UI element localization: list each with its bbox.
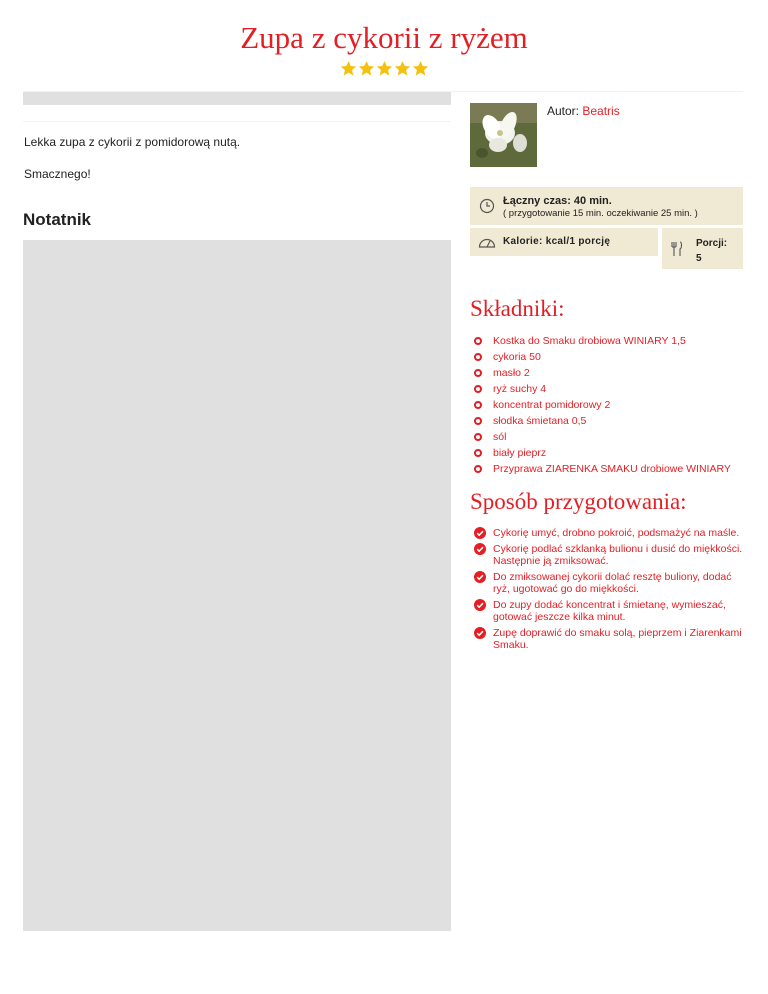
- bullet-icon: [474, 449, 482, 457]
- bullet-icon: [474, 337, 482, 345]
- portions-label: Porcji:: [696, 238, 728, 249]
- divider: [23, 105, 451, 122]
- time-details: ( przygotowanie 15 min. oczekiwanie 25 min. ): [503, 208, 698, 219]
- ingredient-item: [474, 413, 731, 429]
- ingredient-item: [474, 381, 731, 397]
- author-label: Autor:: [547, 104, 580, 118]
- gauge-icon: [478, 236, 496, 248]
- bullet-icon: [474, 369, 482, 377]
- ingredients-list: [474, 333, 731, 477]
- preparation-steps: [474, 527, 744, 655]
- star-icon: [340, 60, 357, 77]
- clock-icon: [479, 198, 495, 214]
- notes-heading: Notatnik: [23, 210, 91, 229]
- star-icon: [394, 60, 411, 77]
- step-item: [474, 543, 744, 567]
- bullet-icon: [474, 401, 482, 409]
- portions-text: [696, 236, 727, 266]
- ingredient-text: koncentrat pomidorowy 2: [493, 399, 611, 411]
- ingredient-text: Przyprawa ZIARENKA SMAKU drobiowe WINIARY: [493, 463, 731, 475]
- step-text: Cykorię podlać szklanką bulionu i dusić do miękkości. Następnie ją zmiksować.: [493, 543, 743, 567]
- left-column: [23, 92, 451, 230]
- bullet-icon: [474, 465, 482, 473]
- step-item: [474, 627, 744, 651]
- ingredient-text: biały pieprz: [493, 447, 547, 459]
- recipe-description: Lekka zupa z cykorii z pomidorową nutą.: [24, 135, 241, 149]
- ingredient-text: Kostka do Smaku drobiowa WINIARY 1,5: [493, 335, 686, 347]
- step-text: Cykorię umyć, drobno pokroić, podsmażyć na maśle.: [493, 527, 740, 539]
- check-icon: [474, 527, 486, 539]
- check-icon: [474, 599, 486, 611]
- ingredient-item: [474, 349, 731, 365]
- author-avatar[interactable]: [470, 103, 537, 167]
- star-icon: [376, 60, 393, 77]
- rating-stars[interactable]: [0, 60, 768, 77]
- ingredient-text: ryż suchy 4: [493, 383, 547, 395]
- calories-text: Kalorie: kcal/1 porcję: [503, 236, 611, 247]
- ingredient-item: [474, 429, 731, 445]
- step-item: [474, 599, 744, 623]
- ingredient-text: słodka śmietana 0,5: [493, 415, 587, 427]
- preparation-heading: Sposób przygotowania:: [470, 489, 687, 514]
- author-info: [547, 104, 620, 118]
- bullet-icon: [474, 433, 482, 441]
- time-box: [470, 187, 743, 225]
- step-item: [474, 571, 744, 595]
- ingredient-item: [474, 333, 731, 349]
- cutlery-icon: [670, 241, 684, 257]
- check-icon: [474, 543, 486, 555]
- flower-photo: [470, 103, 537, 167]
- notes-area[interactable]: [23, 240, 451, 931]
- step-text: Do zmiksowanej cykorii dolać resztę buliony, dodać ryż, ugotować go do miękkości.: [493, 571, 732, 595]
- star-icon: [358, 60, 375, 77]
- calories-box: [470, 228, 658, 256]
- ingredient-item: [474, 397, 731, 413]
- portions-box: [662, 228, 743, 269]
- step-text: Zupę doprawić do smaku solą, pieprzem i Ziarenkami Smaku.: [493, 627, 742, 651]
- step-text: Do zupy dodać koncentrat i śmietanę, wymieszać, gotować jeszcze kilka minut.: [493, 599, 726, 623]
- total-time: Łączny czas: 40 min.: [503, 195, 612, 207]
- recipe-title: Zupa z cykorii z ryżem: [240, 20, 528, 55]
- ingredient-item: [474, 445, 731, 461]
- gray-bar: [23, 92, 451, 105]
- recipe-closing: Smacznego!: [24, 167, 91, 181]
- ingredients-heading: Składniki:: [470, 296, 565, 321]
- ingredient-item: [474, 365, 731, 381]
- star-icon: [412, 60, 429, 77]
- bullet-icon: [474, 385, 482, 393]
- author-link[interactable]: Beatris: [582, 104, 620, 118]
- check-icon: [474, 571, 486, 583]
- ingredient-text: cykoria 50: [493, 351, 541, 363]
- bullet-icon: [474, 353, 482, 361]
- ingredient-text: sól: [493, 431, 507, 443]
- check-icon: [474, 627, 486, 639]
- ingredient-item: [474, 461, 731, 477]
- portions-value: 5: [696, 253, 702, 264]
- ingredient-text: masło 2: [493, 367, 530, 379]
- step-item: [474, 527, 744, 539]
- bullet-icon: [474, 417, 482, 425]
